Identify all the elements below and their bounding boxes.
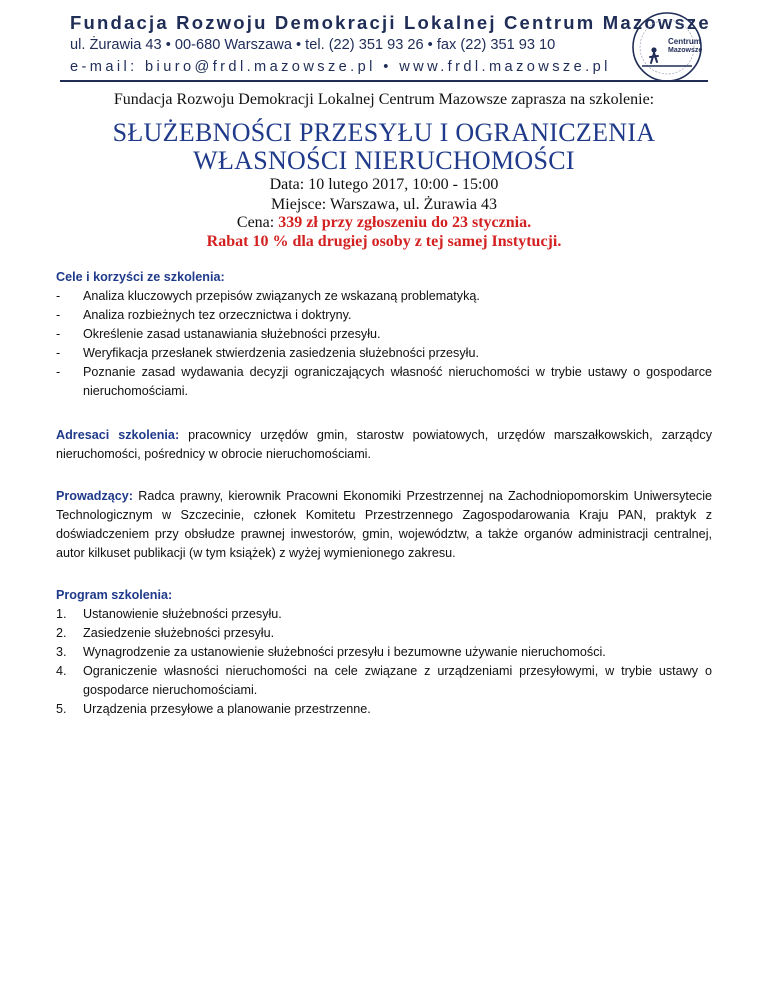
trainer-text: Radca prawny, kierownik Pracowni Ekonomiki Przestrzennej na Zachodniopomorskim Uniwersytecie Technologicznym w Szczecinie, członek Komitetu Przestrzennego Zagospodarowania Kraju PAN, praktyk z doświadczeniem przy obsłudze prawnej inwestorów, gmin, województw, a także organów administracji centralnej, autor kilkuset publikacji (w tym książek) z wyżej wymienionego zakresu. bbox=[56, 489, 712, 560]
goals-section bbox=[56, 268, 712, 401]
trainer-heading: Prowadzący: bbox=[56, 489, 133, 503]
list-item: 4. Ograniczenie własności nieruchomości na cele związane z urządzeniami przesyłowymi, w trybie ustawy o gospodarce nieruchomościami. bbox=[56, 664, 712, 697]
letterhead bbox=[64, 12, 711, 82]
training-price bbox=[0, 213, 768, 233]
training-title-line2: WŁASNOŚCI NIERUCHOMOŚCI bbox=[193, 146, 575, 175]
goals-heading: Cele i korzyści ze szkolenia: bbox=[56, 270, 225, 284]
program-list bbox=[56, 605, 712, 719]
price-value: 339 zł przy zgłoszeniu do 23 stycznia. bbox=[278, 214, 532, 231]
header-divider bbox=[60, 80, 708, 82]
discount-note: Rabat 10 % dla drugiej osoby z tej samej Instytucji. bbox=[206, 233, 562, 250]
list-item: - Analiza rozbieżnych tez orzecznictwa i doktryny. bbox=[56, 306, 712, 325]
program-section bbox=[56, 586, 712, 719]
list-item: - Weryfikacja przesłanek stwierdzenia zasiedzenia służebności przesyłu. bbox=[56, 344, 712, 363]
list-item: 3. Wynagrodzenie za ustanowienie służebności przesyłu i bezumowne używanie nieruchomości. bbox=[56, 643, 712, 662]
item-number: 4. bbox=[56, 664, 67, 678]
list-item: 1. Ustanowienie służebności przesyłu. bbox=[56, 605, 712, 624]
org-name: Fundacja Rozwoju Demokracji Lokalnej Centrum Mazowsze bbox=[70, 12, 711, 33]
audience-section bbox=[56, 426, 712, 464]
item-number: 2. bbox=[56, 626, 67, 640]
list-item: - Poznanie zasad wydawania decyzji ograniczających własność nieruchomości w trybie ustawy o gospodarce nieruchomościami. bbox=[56, 365, 712, 398]
org-address: ul. Żurawia 43 • 00-680 Warszawa • tel. (22) 351 93 26 • fax (22) 351 93 10 bbox=[70, 37, 556, 53]
training-date: Data: 10 lutego 2017, 10:00 - 15:00 bbox=[269, 176, 499, 193]
list-item: 2. Zasiedzenie służebności przesyłu. bbox=[56, 624, 712, 643]
program-heading: Program szkolenia: bbox=[56, 588, 173, 602]
bullet-marker: - bbox=[56, 327, 61, 341]
org-contact: e-mail: biuro@frdl.mazowsze.pl • www.frdl.mazowsze.pl bbox=[70, 59, 611, 75]
foundation-logo-icon bbox=[628, 10, 706, 84]
bullet-marker: - bbox=[56, 289, 61, 303]
audience-text: pracownicy urzędów gmin, starostw powiatowych, urzędów marszałkowskich, zarządcy nieruchomości, pośrednicy w obrocie nieruchomościami. bbox=[56, 428, 712, 461]
logo-text-1: Centrum bbox=[668, 37, 701, 46]
training-place: Miejsce: Warszawa, ul. Żurawia 43 bbox=[271, 196, 497, 213]
training-title-line1: SŁUŻEBNOŚCI PRZESYŁU I OGRANICZENIA bbox=[112, 118, 656, 147]
bullet-marker: - bbox=[56, 346, 61, 360]
logo-text-2: Mazowsze bbox=[668, 47, 703, 54]
invitation-line: Fundacja Rozwoju Demokracji Lokalnej Centrum Mazowsze zaprasza na szkolenie: bbox=[113, 91, 655, 108]
item-number: 5. bbox=[56, 702, 67, 716]
bullet-marker: - bbox=[56, 308, 61, 322]
list-item: 5. Urządzenia przesyłowe a planowanie przestrzenne. bbox=[56, 700, 712, 719]
trainer-section bbox=[56, 487, 712, 563]
bullet-marker: - bbox=[56, 365, 61, 379]
goals-list bbox=[56, 287, 712, 401]
item-number: 1. bbox=[56, 607, 67, 621]
list-item: - Określenie zasad ustanawiania służebności przesyłu. bbox=[56, 325, 712, 344]
price-label: Cena: bbox=[236, 214, 279, 231]
list-item: - Analiza kluczowych przepisów związanych ze wskazaną problematyką. bbox=[56, 287, 712, 306]
item-number: 3. bbox=[56, 645, 67, 659]
audience-heading: Adresaci szkolenia: bbox=[56, 428, 180, 442]
